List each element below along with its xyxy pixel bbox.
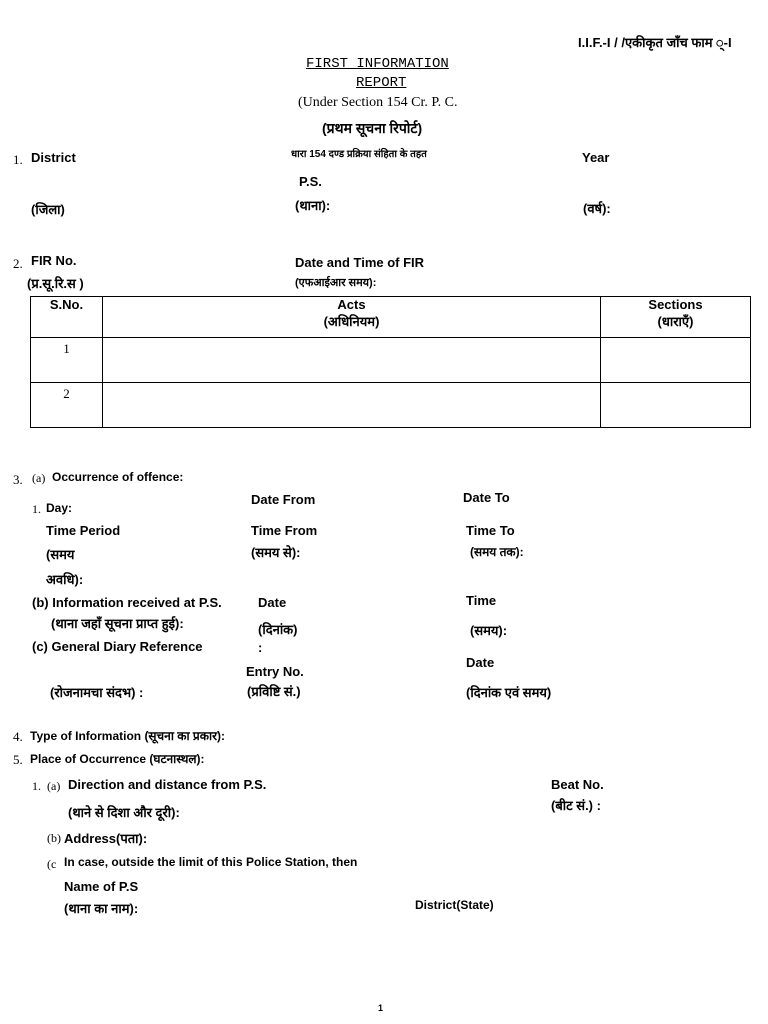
- time-period-label-hindi-1: (समय: [46, 547, 75, 562]
- acts-header: Acts (अधिनियम): [103, 297, 601, 338]
- section5b-marker: (b): [47, 831, 61, 845]
- time-from-label-hindi: (समय से):: [251, 545, 301, 560]
- page-number: 1: [378, 1003, 384, 1013]
- sno-cell: 2: [31, 383, 103, 428]
- section1-number: 1.: [13, 152, 23, 167]
- section5-sub-number: 1.: [32, 779, 41, 793]
- info-received-time-label-hindi: (समय):: [470, 623, 508, 638]
- acts-cell[interactable]: [103, 383, 601, 428]
- fir-no-label-hindi: (प्र.सू.रि.स ): [27, 276, 84, 291]
- info-received-label-hindi: (थाना जहाँ सूचना प्राप्त हुई):: [51, 616, 184, 631]
- address-label: Address(पता):: [64, 831, 148, 846]
- ps-label-hindi: (थाना):: [295, 198, 331, 213]
- section5a-marker: (a): [47, 779, 61, 793]
- date-to-label: Date To: [463, 490, 510, 505]
- day-number: 1.: [32, 502, 41, 516]
- time-to-label-hindi: (समय तक):: [470, 545, 524, 559]
- acts-table-header-row: [31, 297, 751, 338]
- fir-no-label: FIR No.: [31, 253, 77, 268]
- section4-number: 4.: [13, 729, 23, 744]
- name-of-ps-label: Name of P.S: [64, 879, 139, 894]
- info-received-date-label-hindi: (दिनांक): [258, 622, 298, 637]
- outside-limit-label: In case, outside the limit of this Police Station, then: [64, 855, 358, 869]
- district-state-label: District(State): [415, 898, 494, 912]
- year-label: Year: [582, 150, 610, 165]
- name-of-ps-label-hindi: (थाना का नाम):: [64, 901, 139, 916]
- occurrence-label: Occurrence of offence:: [52, 470, 184, 484]
- gd-reference-label: (c) General Diary Reference: [32, 639, 203, 654]
- table-row: [31, 338, 751, 383]
- section3-number: 3.: [13, 472, 23, 487]
- section2-number: 2.: [13, 256, 23, 271]
- acts-cell[interactable]: [103, 338, 601, 383]
- time-to-label: Time To: [466, 523, 515, 538]
- form-subtitle-hindi: धारा 154 दण्ड प्रक्रिया संहिता के तहत: [291, 149, 427, 160]
- place-of-occurrence-label: Place of Occurrence (घटनास्थल):: [30, 752, 205, 766]
- table-row: [31, 383, 751, 428]
- form-title-line1: FIRST INFORMATION: [306, 56, 449, 72]
- gd-date-label: Date: [466, 655, 495, 670]
- time-period-label: Time Period: [46, 523, 121, 538]
- sno-header: S.No.: [31, 297, 103, 338]
- info-received-colon: :: [258, 640, 263, 655]
- fir-datetime-label-hindi: (एफआईआर समय):: [295, 277, 377, 289]
- entry-no-label-hindi: (प्रविष्टि सं.): [247, 684, 301, 699]
- beat-no-label-hindi: (बीट सं.) :: [551, 798, 601, 813]
- direction-distance-label: Direction and distance from P.S.: [68, 777, 267, 792]
- section5-number: 5.: [13, 752, 23, 767]
- district-label: District: [31, 150, 76, 165]
- form-code: I.I.F.-I / /एकीकृत जाँच फाम ्-I: [578, 35, 732, 50]
- form-title-line2: REPORT: [356, 75, 407, 91]
- info-received-time-label: Time: [466, 593, 497, 608]
- info-received-label: (b) Information received at P.S.: [32, 595, 222, 610]
- type-of-information-label: Type of Information (सूचना का प्रकार):: [30, 729, 225, 743]
- sno-cell: 1: [31, 338, 103, 383]
- time-period-label-hindi-2: अवधि):: [46, 572, 84, 587]
- day-label: Day:: [46, 501, 73, 515]
- sections-cell[interactable]: [601, 338, 751, 383]
- gd-reference-label-hindi: (रोजनामचा संदभ) :: [50, 685, 144, 700]
- fir-datetime-label: Date and Time of FIR: [295, 255, 425, 270]
- form-subtitle: (Under Section 154 Cr. P. C.: [298, 95, 458, 110]
- acts-sections-table: [30, 296, 751, 428]
- section3a-marker: (a): [32, 471, 46, 485]
- gd-date-label-hindi: (दिनांक एवं समय): [466, 685, 552, 700]
- time-from-label: Time From: [251, 523, 318, 538]
- sections-cell[interactable]: [601, 383, 751, 428]
- ps-label: P.S.: [299, 174, 322, 189]
- form-title-hindi: (प्रथम सूचना रिपोर्ट): [322, 120, 423, 136]
- date-from-label: Date From: [251, 492, 316, 507]
- info-received-date-label: Date: [258, 595, 287, 610]
- entry-no-label: Entry No.: [246, 664, 304, 679]
- sections-header: Sections (धाराएँ): [601, 297, 751, 338]
- district-label-hindi: (जिला): [31, 202, 65, 217]
- section5c-marker: (c: [47, 857, 57, 871]
- direction-distance-label-hindi: (थाने से दिशा और दूरी):: [68, 805, 180, 820]
- year-label-hindi: (वर्ष):: [583, 201, 611, 216]
- beat-no-label: Beat No.: [551, 777, 604, 792]
